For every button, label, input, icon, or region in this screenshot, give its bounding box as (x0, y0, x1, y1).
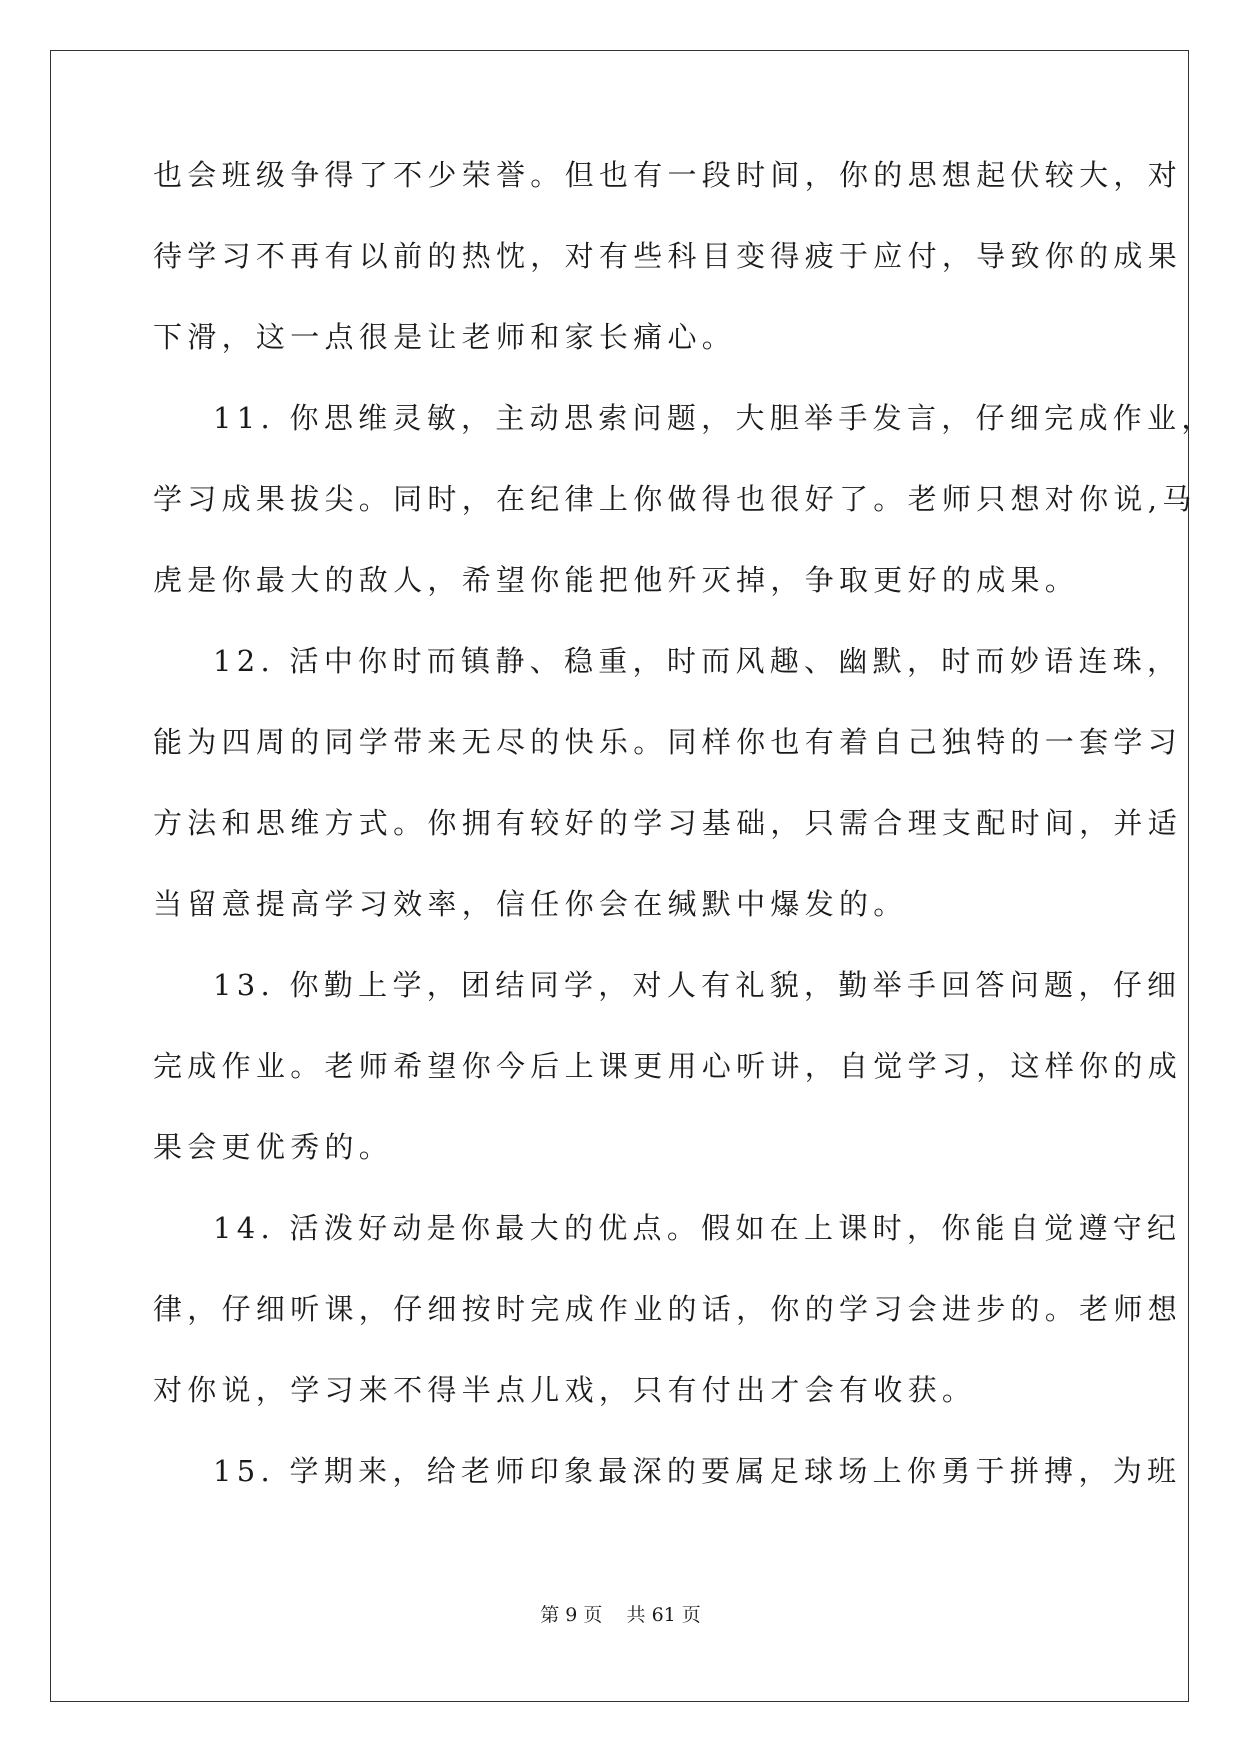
text-line: 当留意提高学习效率，信任你会在缄默中爆发的。 (153, 887, 908, 921)
text-line: 也会班级争得了不少荣誉。但也有一段时间，你的思想起伏较大，对 (153, 158, 1183, 192)
page-number: 第 9 页 (540, 1604, 603, 1626)
text-line: 果会更优秀的。 (153, 1130, 394, 1164)
text-line: 方法和思维方式。你拥有较好的学习基础，只需合理支配时间，并适 (153, 806, 1183, 840)
paragraph-12-first-line: 12. 活中你时而镇静、稳重，时而风趣、幽默，时而妙语连珠， (213, 644, 1182, 678)
paragraph-13-first-line: 13. 你勤上学，团结同学，对人有礼貌，勤举手回答问题，仔细 (213, 968, 1182, 1002)
text-line: 完成作业。老师希望你今后上课更用心听讲，自觉学习，这样你的成 (153, 1049, 1183, 1083)
paragraph-15-first-line: 15. 学期来，给老师印象最深的要属足球场上你勇于拼搏，为班 (213, 1454, 1182, 1488)
paragraph-11-first-line: 11. 你思维灵敏，主动思索问题，大胆举手发言，仔细完成作业， (213, 401, 1216, 435)
text-line: 待学习不再有以前的热忱，对有些科目变得疲于应付，导致你的成果 (153, 239, 1183, 273)
text-line: 学习成果拔尖。同时，在纪律上你做得也很好了。老师只想对你说,马 (153, 482, 1197, 516)
document-body (153, 158, 1216, 1535)
text-line: 律，仔细听课，仔细按时完成作业的话，你的学习会进步的。老师想 (153, 1292, 1183, 1326)
text-line: 下滑，这一点很是让老师和家长痛心。 (153, 320, 737, 354)
text-line: 虎是你最大的敌人，希望你能把他歼灭掉，争取更好的成果。 (153, 563, 1080, 597)
text-line: 能为四周的同学带来无尽的快乐。同样你也有着自己独特的一套学习 (153, 725, 1183, 759)
text-line: 对你说，学习来不得半点儿戏，只有付出才会有收获。 (153, 1373, 977, 1407)
paragraph-14-first-line: 14. 活泼好动是你最大的优点。假如在上课时，你能自觉遵守纪 (213, 1211, 1182, 1245)
total-pages: 共 61 页 (626, 1604, 701, 1626)
page-footer (0, 1603, 1241, 1627)
